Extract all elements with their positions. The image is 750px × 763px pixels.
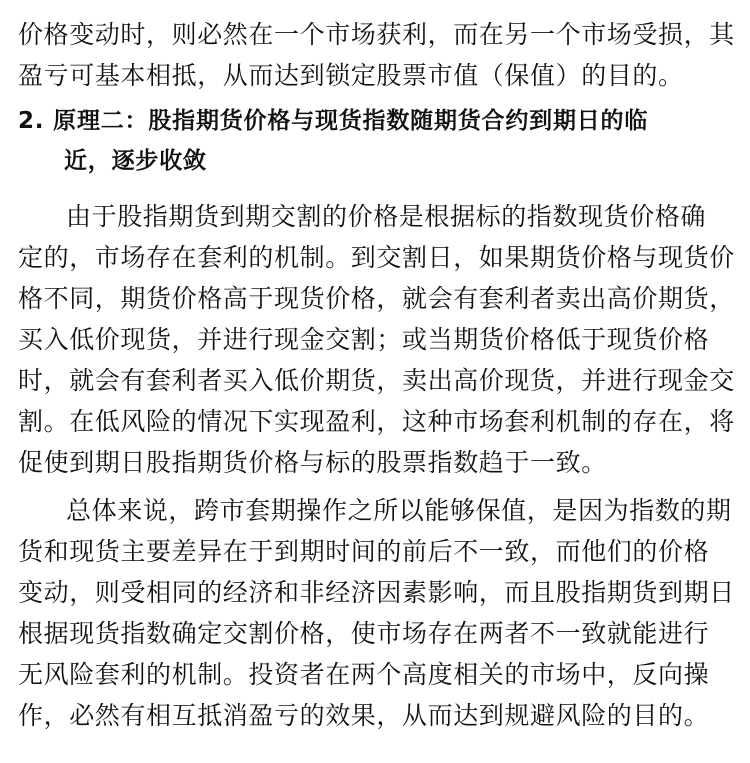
- section-heading-line-2: 近，逐步收敛: [64, 148, 207, 174]
- summary-line-2: 货和现货主要差异在于到期时间的前后不一致，而他们的价格: [18, 537, 710, 566]
- principle-line-6: 割。在低风险的情况下实现盈利，这种市场套利机制的存在，将: [18, 407, 735, 436]
- principle-line-3: 格不同，期货价格高于现货价格，就会有套利者卖出高价期货，: [18, 284, 735, 313]
- section-heading-line-1: 2. 原理二：股指期货价格与现货指数随期货合约到期日的临: [18, 108, 649, 134]
- intro-line-1: 价格变动时，则必然在一个市场获利，而在另一个市场受损，其: [18, 20, 735, 49]
- principle-line-5: 时，就会有套利者买入低价期货，卖出高价现货，并进行现金交: [18, 366, 735, 395]
- summary-line-6: 作，必然有相互抵消盈亏的效果，从而达到规避风险的目的。: [18, 701, 710, 730]
- summary-line-4: 根据现货指数确定交割价格，使市场存在两者不一致就能进行: [18, 619, 710, 648]
- summary-line-3: 变动，则受相同的经济和非经济因素影响，而且股指期货到期日: [18, 578, 735, 607]
- principle-line-2: 定的，市场存在套利的机制。到交割日，如果期货价格与现货价: [18, 243, 735, 272]
- principle-line-7: 促使到期日股指期货价格与标的股票指数趋于一致。: [18, 448, 607, 477]
- principle-line-1: 由于股指期货到期交割的价格是根据标的指数现货价格确: [66, 202, 707, 231]
- intro-line-2: 盈亏可基本相抵，从而达到锁定股票市值（保值）的目的。: [18, 61, 684, 90]
- summary-line-5: 无风险套利的机制。投资者在两个高度相关的市场中，反向操: [18, 660, 710, 689]
- summary-line-1: 总体来说，跨市套期操作之所以能够保值，是因为指数的期: [66, 496, 732, 525]
- principle-line-4: 买入低价现货，并进行现金交割；或当期货价格低于现货价格: [18, 325, 710, 354]
